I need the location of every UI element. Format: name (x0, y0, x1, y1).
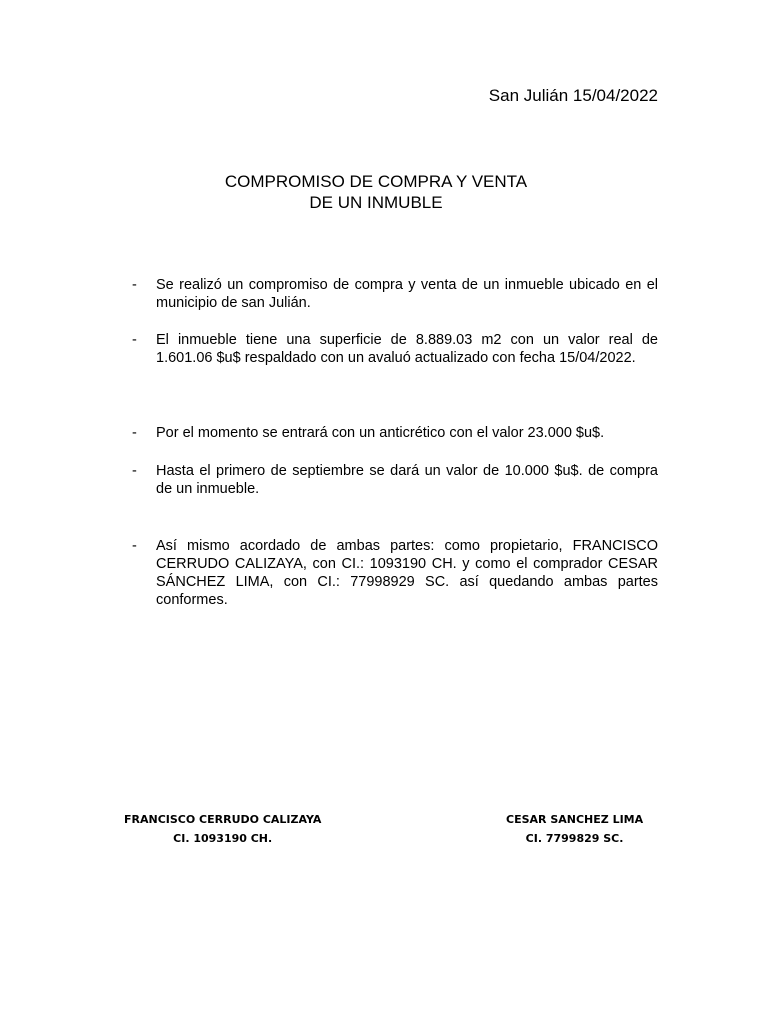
clause-text: Así mismo acordado de ambas partes: como propietario, FRANCISCO CERRUDO CALIZAYA, con CI.: 1093190 CH. y como el comprador CESAR SÁNCHEZ LIMA, con CI.: 77998929 SC. así quedando ambas partes conformes. (156, 538, 658, 608)
clause-text: Hasta el primero de septiembre se dará un valor de 10.000 $u$. de compra de un inmueble. (156, 463, 658, 497)
buyer-name: CESAR SANCHEZ LIMA (506, 813, 644, 826)
document-title (0, 171, 768, 213)
title-line-1: COMPROMISO DE COMPRA Y VENTA (224, 172, 528, 191)
clause-text: El inmueble tiene una superficie de 8.889.03 m2 con un valor real de 1.601.06 $u$ respaldado con un avaluó actualizado con fecha 15/04/2022. (156, 332, 658, 366)
clause-item (132, 331, 658, 367)
bullet-dash: - (132, 425, 137, 441)
clause-item (132, 462, 658, 498)
seller-name: FRANCISCO CERRUDO CALIZAYA (124, 813, 322, 826)
clause-text: Por el momento se entrará con un anticrético con el valor 23.000 $u$. (156, 425, 605, 441)
buyer-id: CI. 7799829 SC. (525, 832, 624, 845)
clause-item (132, 276, 658, 312)
buyer-signature-block (506, 810, 643, 848)
bullet-dash: - (132, 332, 137, 348)
clause-item (132, 537, 658, 609)
bullet-dash: - (132, 463, 137, 479)
seller-id: CI. 1093190 CH. (173, 832, 273, 845)
date-line: San Julián 15/04/2022 (488, 86, 658, 105)
bullet-dash: - (132, 538, 137, 554)
bullet-dash: - (132, 277, 137, 293)
seller-signature-block (124, 810, 321, 848)
title-line-2: DE UN INMUBLE (309, 193, 443, 212)
clause-text: Se realizó un compromiso de compra y venta de un inmueble ubicado en el municipio de san Julián. (156, 277, 658, 311)
clause-item (132, 424, 658, 442)
